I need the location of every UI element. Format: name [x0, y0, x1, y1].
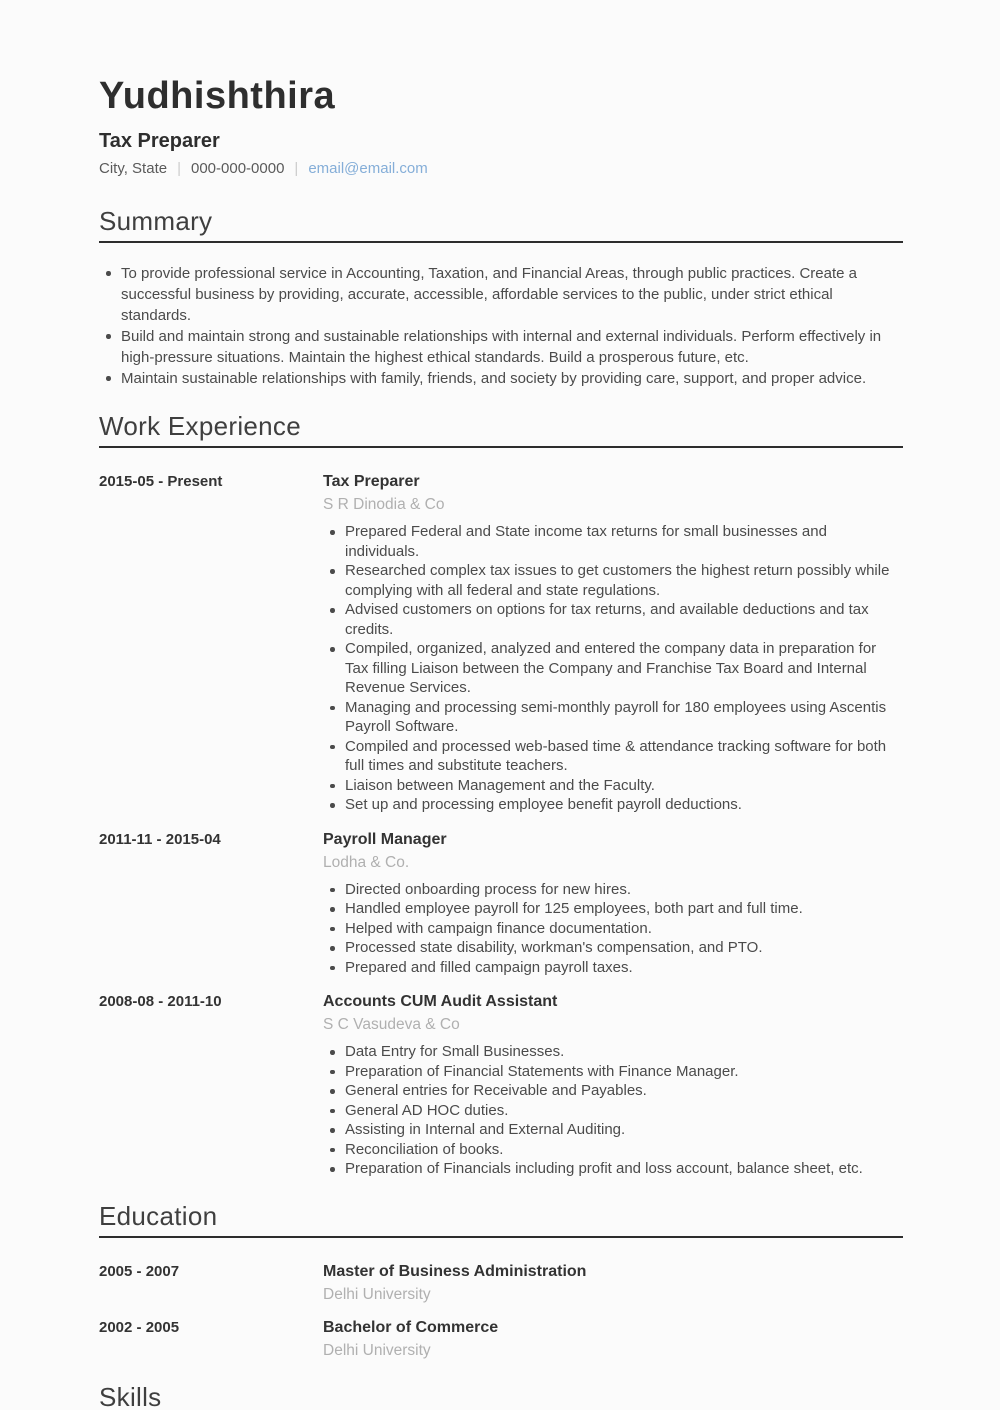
- entry-bullet: Managing and processing semi-monthly payroll for 180 employees using Ascentis Payroll Software.: [323, 698, 903, 737]
- entry-bullet: Assisting in Internal and External Auditing.: [323, 1120, 903, 1140]
- summary-item: Maintain sustainable relationships with family, friends, and society by providing care, support, and proper advice.: [99, 368, 903, 389]
- contact-location: City, State: [99, 160, 168, 177]
- entry-date: 2005 - 2007: [99, 1262, 180, 1280]
- school-name: Delhi University: [323, 1341, 431, 1359]
- entry-bullet: Researched complex tax issues to get customers the highest return possibly while complying with all federal and state regulations.: [323, 561, 903, 600]
- entry-bullet: General entries for Receivable and Payables.: [323, 1081, 903, 1101]
- section-skills: [99, 1382, 903, 1410]
- entry-body: [323, 1318, 903, 1360]
- entry-bullet: Reconciliation of books.: [323, 1140, 903, 1160]
- entry-body: [323, 1262, 903, 1304]
- school-name: Delhi University: [323, 1285, 431, 1303]
- entry-bullet-list: [323, 880, 903, 978]
- entry-bullet: Handled employee payroll for 125 employees, both part and full time.: [323, 899, 903, 919]
- contact-separator: |: [177, 160, 181, 177]
- work-entry: [99, 992, 903, 1179]
- summary-item: Build and maintain strong and sustainable relationships with internal and external individuals. Perform effectively in high-pressure situations. Maintain the highest ethical standards. Build a prosperous future, etc.: [99, 326, 903, 368]
- entry-body: [323, 992, 903, 1179]
- work-entry: [99, 830, 903, 978]
- entry-bullet: Compiled, organized, analyzed and entered the company data in preparation for Tax filling Liaison between the Company and Franchise Tax Board and Internal Revenue Services.: [323, 639, 903, 698]
- entry-bullet: Compiled and processed web-based time & attendance tracking software for both full times and substitute teachers.: [323, 737, 903, 776]
- entry-date: 2008-08 - 2011-10: [99, 993, 222, 1010]
- degree-title: Bachelor of Commerce: [323, 1318, 499, 1336]
- job-title: Tax Preparer: [99, 130, 220, 152]
- contact-email-link[interactable]: email@email.com: [308, 160, 428, 177]
- entry-bullet: Helped with campaign finance documentation.: [323, 919, 903, 939]
- entry-bullet: Data Entry for Small Businesses.: [323, 1042, 903, 1062]
- entry-bullet: Liaison between Management and the Faculty.: [323, 776, 903, 796]
- entry-body: [323, 472, 903, 815]
- education-entry: [99, 1318, 903, 1360]
- contact-phone: 000-000-0000: [191, 160, 285, 177]
- education-entry: [99, 1262, 903, 1304]
- entry-company: Lodha & Co.: [323, 853, 410, 871]
- entry-bullet: General AD HOC duties.: [323, 1101, 903, 1121]
- entry-bullet: Preparation of Financial Statements with Finance Manager.: [323, 1062, 903, 1082]
- summary-item: To provide professional service in Accounting, Taxation, and Financial Areas, through public practices. Create a successful business by providing, accurate, accessible, affordable services to the public, under strict ethical standards.: [99, 263, 903, 326]
- summary-heading: Summary: [99, 206, 903, 243]
- section-summary: [99, 206, 903, 389]
- entry-title: Accounts CUM Audit Assistant: [323, 993, 558, 1010]
- entry-bullet: Set up and processing employee benefit payroll deductions.: [323, 795, 903, 815]
- entry-bullet: Prepared Federal and State income tax returns for small businesses and individuals.: [323, 522, 903, 561]
- entry-company: S R Dinodia & Co: [323, 496, 445, 513]
- resume-header: [99, 76, 903, 178]
- entry-bullet: Processed state disability, workman's compensation, and PTO.: [323, 938, 903, 958]
- entry-bullet: Preparation of Financials including profit and loss account, balance sheet, etc.: [323, 1159, 903, 1179]
- contact-separator: |: [294, 160, 299, 177]
- entry-bullet-list: [323, 1042, 903, 1179]
- entry-company: S C Vasudeva & Co: [323, 1016, 460, 1033]
- work-entry: [99, 472, 903, 815]
- entry-date: 2002 - 2005: [99, 1318, 180, 1336]
- entry-date: 2015-05 - Present: [99, 473, 223, 490]
- entry-bullet: Directed onboarding process for new hires.: [323, 880, 903, 900]
- entry-title: Payroll Manager: [323, 830, 447, 848]
- entry-bullet: Prepared and filled campaign payroll taxes.: [323, 958, 903, 978]
- contact-line: [99, 160, 903, 178]
- entry-bullet: Advised customers on options for tax returns, and available deductions and tax credits.: [323, 600, 903, 639]
- section-education: [99, 1201, 903, 1360]
- person-name: Yudhishthira: [99, 75, 336, 117]
- skills-heading: Skills: [99, 1382, 903, 1410]
- entry-bullet-list: [323, 522, 903, 815]
- entry-date: 2011-11 - 2015-04: [99, 830, 221, 848]
- entry-title: Tax Preparer: [323, 473, 420, 490]
- education-heading: Education: [99, 1201, 903, 1238]
- section-work-experience: [99, 411, 903, 1179]
- education-entries: [99, 1262, 903, 1360]
- degree-title: Master of Business Administration: [323, 1262, 587, 1280]
- entry-body: [323, 830, 903, 978]
- work-experience-heading: Work Experience: [99, 411, 903, 448]
- summary-list: [99, 263, 903, 389]
- work-experience-entries: [99, 472, 903, 1179]
